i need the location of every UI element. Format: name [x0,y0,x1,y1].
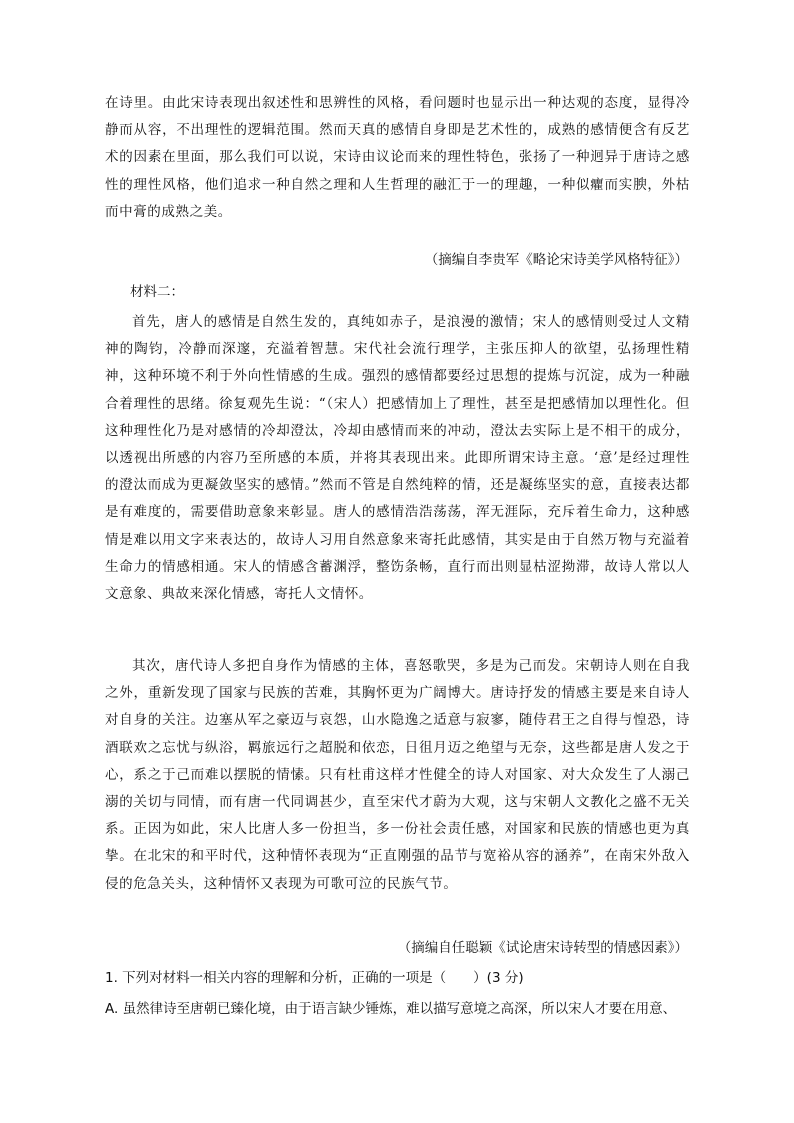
material1-paragraph: 在诗里。由此宋诗表现出叙述性和思辨性的风格，看问题时也显示出一种达观的态度，显得冷静而从容，不出理性的逻辑范围。然而天真的感情自身即是艺术性的，成熟的感情便含有反艺术的因素在里面，那么我们可以说，宋诗由议论而来的理性特色，张扬了一种迥异于唐诗之感性的理性风格，他们追求一种自然之理和人生哲理的融汇于一的理趣，一种似癯而实腴，外枯而中膏的成熟之美。 [105,95,690,220]
material2-paragraph-1: 首先，唐人的感情是自然生发的，真纯如赤子，是浪漫的激情；宋人的感情则受过人文精神的陶钧，冷静而深邃，充溢着智慧。宋代社会流行理学，主张压抑人的欲望，弘扬理性精神，这种环境不利于外向性情感的生成。强烈的感情都要经过思想的提炼与沉淀，成为一种融合着理性的思绪。徐复观先生说：“（宋人）把感情加上了理性，甚至是把感情加以理性化。但这种理性化乃是对感情的冷却澄汰，冷却由感情而来的冲动，澄汰去实际上是不相干的成分，以透视出所感的内容乃至所感的本质，并将其表现出来。此即所谓宋诗主意。‘意’是经过理性的澄汰而成为更凝敛坚实的感情。”然而不管是自然纯粹的情，还是凝练坚实的意，直接表达都是有难度的，需要借助意象来彰显。唐人的感情浩浩荡荡，浑无涯际，充斥着生命力，这种感情是难以用文字来表达的，故诗人习用自然意象来寄托此感情，其实是由于自然万物与充溢着生命力的情感相通。宋人的情感含蓄渊浮，整饬条畅，直行而出则显枯涩拗滞，故诗人常以人文意象、典故来深化情感，寄托人文情怀。 [105,314,690,603]
material2-paragraph-2: 其次，唐代诗人多把自身作为情感的主体，喜怒歌哭，多是为己而发。宋朝诗人则在自我之外，重新发现了国家与民族的苦难，其胸怀更为广阔博大。唐诗抒发的情感主要是来自诗人对自身的关注。边塞从军之豪迈与哀怨，山水隐逸之适意与寂寥，随侍君王之自得与惶恐，诗酒联欢之忘忧与纵浴，羁旅远行之超脱和依恋，日徂月迈之绝望与无奈，这些都是唐人发之于心，系之于己而难以摆脱的情愫。只有杜甫这样才性健全的诗人对国家、对大众发生了人溺己溺的关切与同情，而有唐一代同调甚少，直至宋代才蔚为大观，这与宋朝人文教化之盛不无关系。正因为如此，宋人比唐人多一份担当，多一份社会责任感，对国家和民族的情感也更为真挚。在北宋的和平时代，这种情怀表现为“正直刚强的品节与宽裕从容的涵养”，在南宋外敌入侵的危急关头，这种情怀又表现为可歌可泣的民族气节。 [105,658,690,892]
material2-source: （摘编自任聪颖《试论唐宋诗转型的情感因素》） [397,940,688,956]
material1-source: （摘编自李贵军《略论宋诗美学风格特征》） [424,252,688,268]
question-1-stem: 1. 下列对材料一相关内容的理解和分析，正确的一项是（ ）(3 分) [105,970,524,986]
question-1-option-a: A. 虽然律诗至唐朝已臻化境，由于语言缺少锤炼，难以描写意境之高深，所以宋人才要在用意、 [105,1001,677,1017]
material2-label: 材料二： [130,284,184,300]
